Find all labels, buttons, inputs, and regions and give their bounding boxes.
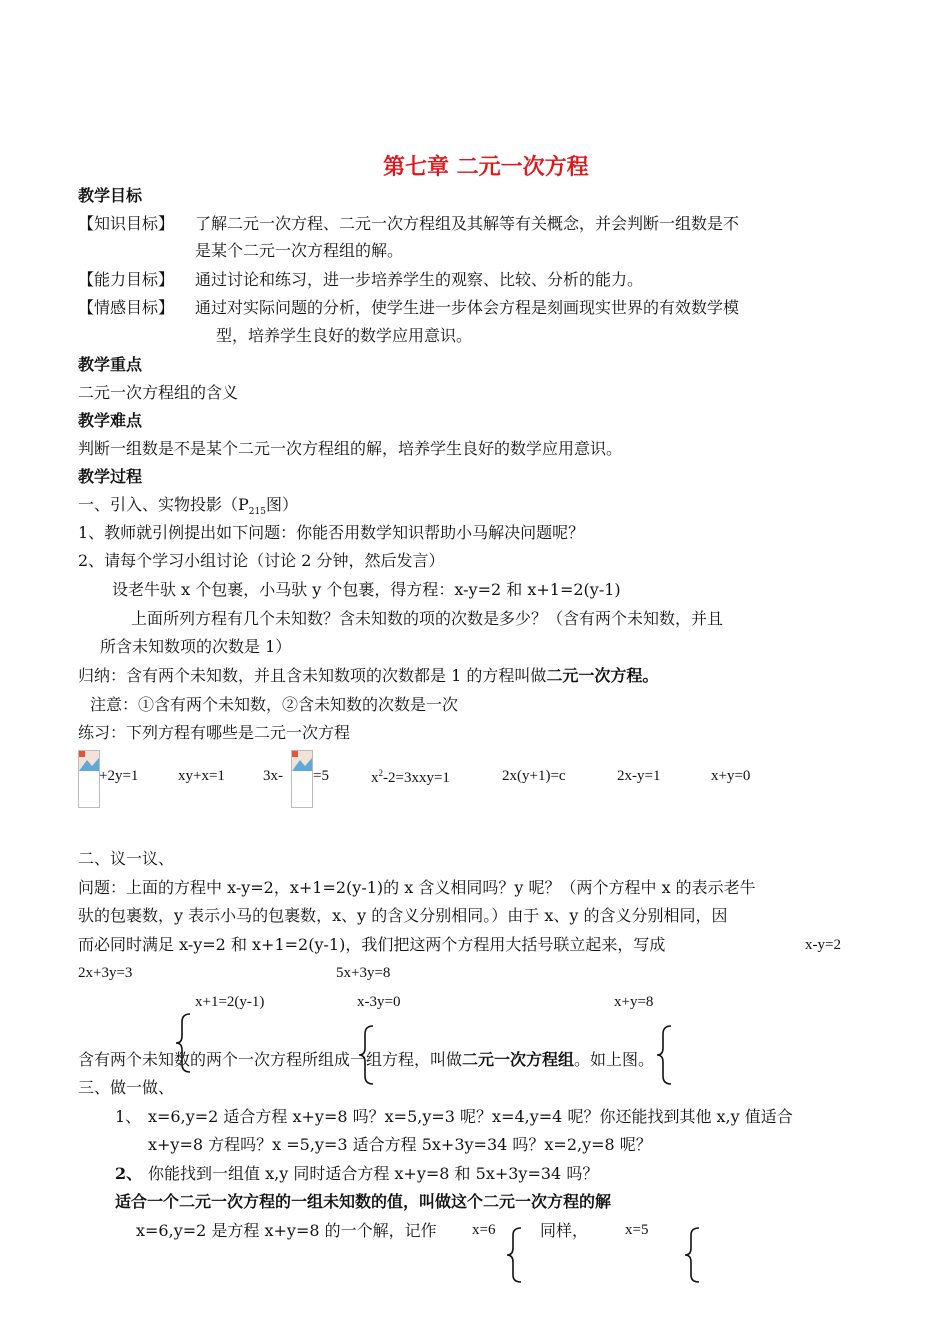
section3-item2-number: 2、 xyxy=(115,1164,143,1183)
broken-image-icon xyxy=(292,751,312,771)
section3-title: 三、做一做、 xyxy=(78,1078,175,1097)
system1-bottom: x+1=2(y-1) xyxy=(195,994,265,1010)
section3-item1-line1: x=6,y=2 适合方程 x+y=8 吗？x=5,y=3 呢？x=4,y=4 呢？你还能找到其他 x,y 值适合 xyxy=(148,1107,793,1126)
system2-top: 2x+3y=3 xyxy=(78,965,133,981)
objective-knowledge-text: 了解二元一次方程、二元一次方程组及其解等有关概念，并会判断一组数是不 xyxy=(195,214,740,233)
process-heading: 教学过程 xyxy=(78,467,143,486)
equation-6: 2x-y=1 xyxy=(617,768,661,784)
objective-emotion-text: 通过对实际问题的分析，使学生进一步体会方程是刻画现实世界的有效数学模 xyxy=(195,298,740,317)
system2-bottom: x-3y=0 xyxy=(357,994,401,1010)
section2-title: 二、议一议、 xyxy=(78,849,175,868)
system1-top: x-y=2 xyxy=(805,937,841,953)
equation-2: xy+x=1 xyxy=(178,768,225,784)
section3-item1-number: 1、 xyxy=(115,1107,142,1126)
section1-setup: 设老牛驮 x 个包裹，小马驮 y 个包裹，得方程：x-y=2 和 x+1=2(y-1) xyxy=(112,580,621,599)
section3-example-x2: x=5 xyxy=(625,1222,649,1238)
section1-question-line1: 上面所列方程有几个未知数？含未知数的项的次数是多少？（含有两个未知数，并且 xyxy=(131,609,724,628)
section2-paragraph-line1: 问题：上面的方程中 x-y=2，x+1=2(y-1)的 x 含义相同吗？y 呢？（两个方程中 x 的表示老牛 xyxy=(78,878,756,897)
section3-example-mid: 同样， xyxy=(540,1221,589,1240)
broken-image-placeholder-2 xyxy=(291,750,313,808)
section1-question-2: 2、请每个学习小组讨论（讨论 2 分钟，然后发言） xyxy=(78,551,445,570)
section1-question-1: 1、教师就引例提出如下问题：你能否用数学知识帮助小马解决问题呢？ xyxy=(78,523,585,542)
section3-item2-text: 你能找到一组值 x,y 同时适合方程 x+y=8 和 5x+3y=34 吗？ xyxy=(148,1164,599,1183)
section2-definition: 含有两个未知数的两个一次方程所组成一组方程，叫做二元一次方程组。如上图。 xyxy=(78,1050,655,1069)
section2-paragraph-line2: 驮的包裹数，y 表示小马的包裹数，x、y 的含义分别相同。）由于 x、y 的含义分别相同，因 xyxy=(78,906,728,925)
section3-solution-definition: 适合一个二元一次方程的一组未知数的值，叫做这个二元一次方程的解 xyxy=(115,1192,612,1211)
system3-bottom: x+y=8 xyxy=(614,994,654,1010)
broken-image-placeholder xyxy=(78,750,100,808)
left-brace-icon xyxy=(683,1226,703,1284)
difficulty-heading: 教学难点 xyxy=(78,411,143,430)
key-heading: 教学重点 xyxy=(78,355,143,374)
key-text: 二元一次方程组的含义 xyxy=(78,383,239,402)
difficulty-text: 判断一组数是不是某个二元一次方程组的解，培养学生良好的数学应用意识。 xyxy=(78,439,623,458)
objective-knowledge-text-cont: 是某个二元一次方程组的解。 xyxy=(195,241,404,260)
equation-5: 2x(y+1)=c xyxy=(502,768,566,784)
equation-7: x+y=0 xyxy=(711,768,751,784)
section1-title: 一、引入、实物投影（$P_{215}$图） xyxy=(78,495,298,518)
objective-ability-label: 【能力目标】 xyxy=(78,270,175,289)
left-brace-icon xyxy=(655,1024,675,1086)
equation-1: +2y=1 xyxy=(99,768,139,784)
section3-example: x=6,y=2 是方程 x+y=8 的一个解，记作 xyxy=(136,1221,437,1240)
section3-example-x: x=6 xyxy=(472,1222,496,1238)
left-brace-icon xyxy=(505,1226,525,1284)
objectives-heading: 教学目标 xyxy=(78,186,143,205)
page-title: 第七章 二元一次方程 xyxy=(383,155,589,180)
section3-item1-line2: x+y=8 方程吗？x =5,y=3 适合方程 5x+3y=34 吗？x=2,y=8 呢？ xyxy=(148,1135,652,1154)
section1-summary: 归纳：含有两个未知数，并且含未知数项的次数都是 1 的方程叫做二元一次方程。 xyxy=(78,666,659,685)
section2-paragraph-line3: 而必同时满足 x-y=2 和 x+1=2(y-1)，我们把这两个方程用大括号联立起来，写成 xyxy=(78,935,666,954)
section1-exercise-intro: 练习：下列方程有哪些是二元一次方程 xyxy=(78,723,351,742)
equation-3a: 3x- xyxy=(263,768,283,784)
section1-note: 注意：①含有两个未知数，②含未知数的次数是一次 xyxy=(90,695,459,714)
objective-knowledge-label: 【知识目标】 xyxy=(78,214,175,233)
system3-top: 5x+3y=8 xyxy=(336,965,391,981)
objective-emotion-label: 【情感目标】 xyxy=(78,298,175,317)
broken-image-icon xyxy=(79,751,99,771)
equation-3b: =5 xyxy=(313,768,329,784)
equation-4: $x^2-2=3xxy=1$ xyxy=(371,768,450,786)
section1-question-line2: 所含未知数项的次数是 1） xyxy=(100,637,292,656)
objective-ability-text: 通过讨论和练习，进一步培养学生的观察、比较、分析的能力。 xyxy=(195,270,644,289)
objective-emotion-text-cont: 型，培养学生良好的数学应用意识。 xyxy=(216,326,473,345)
